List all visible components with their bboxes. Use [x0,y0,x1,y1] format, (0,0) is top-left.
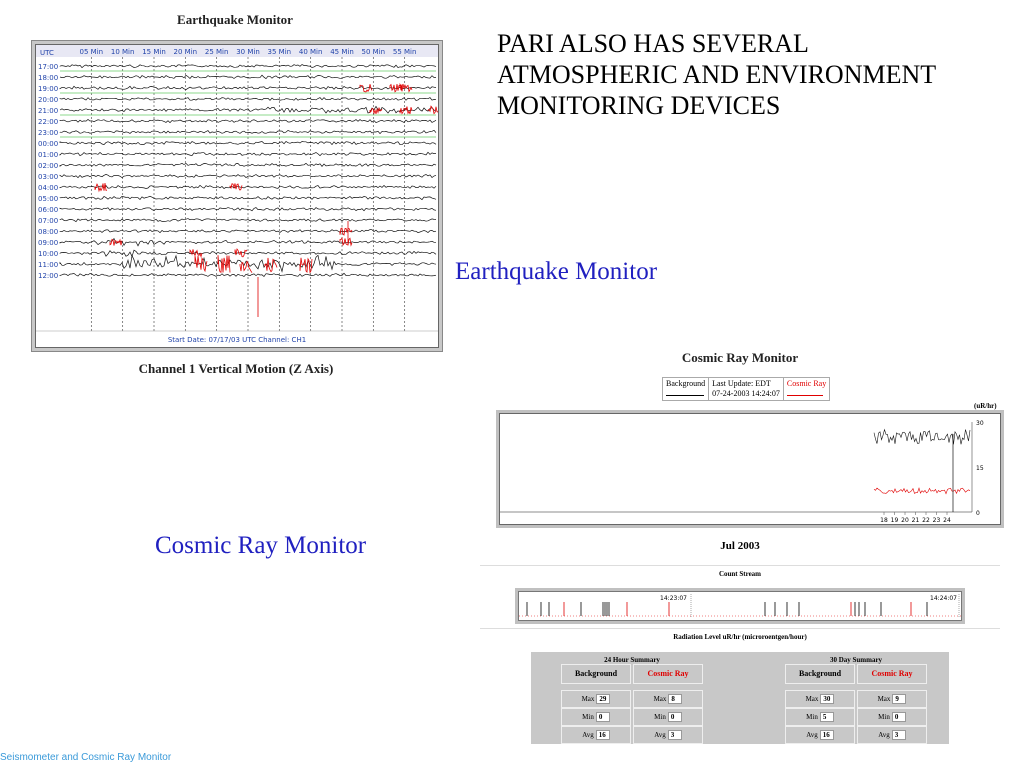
seismic-event-red [400,107,412,115]
cell: Min 0 [633,708,703,726]
cell: Min 5 [785,708,855,726]
start-info: Start Date: 07/17/03 UTC Channel: CH1 [167,336,307,344]
minute-tick-label: 20 Min [173,48,198,56]
background-header: Background [785,664,855,684]
background-series [874,430,970,445]
hour-label: 23:00 [38,129,59,137]
hour-label: 08:00 [38,228,59,236]
page-heading: PARI ALSO HAS SEVERAL ATMOSPHERIC AND ENVIRONMENT MONITORING DEVICES [497,29,936,120]
hour-label: 21:00 [38,107,59,115]
summary-title: 24 Hour Summary [604,656,660,664]
hour-label: 19:00 [38,85,59,93]
hour-label: 09:00 [38,239,59,247]
seismic-trace [60,196,436,199]
seismic-event-red [190,249,202,256]
hour-label: 05:00 [38,195,59,203]
divider [480,628,1000,629]
hour-label: 04:00 [38,184,59,192]
earthquake-monitor-label: Earthquake Monitor [455,258,658,285]
cosmic-rate-chart [496,410,1004,528]
x-tick-label: 24 [943,517,951,524]
x-tick-label: 19 [890,517,899,524]
x-tick-label: 23 [932,517,941,524]
x-tick-label: 18 [880,517,888,524]
minute-tick-label: 30 Min [236,48,260,56]
cell: Min 0 [857,708,927,726]
cosmic-ray-monitor-label: Cosmic Ray Monitor [155,532,367,559]
legend-background: Background [663,378,709,400]
hour-label: 20:00 [38,96,59,104]
y-tick-label: 15 [976,465,984,472]
cell: Avg 3 [633,726,703,744]
footer-text: Seismometer and Cosmic Ray Monitor [0,752,172,763]
minute-tick-label: 55 Min [392,48,417,56]
cell: Avg 16 [785,726,855,744]
radiation-level-label: Radiation Level uR/hr (microroentgen/hour) [673,633,807,641]
earthquake-caption: Channel 1 Vertical Motion (Z Axis) [138,361,334,376]
minute-tick-label: 05 Min [79,48,104,56]
summary-24-hour [539,652,725,744]
hour-label: 11:00 [38,261,59,269]
cosmic-figure-title: Cosmic Ray Monitor [681,350,799,365]
legend-cosmic: Cosmic Ray [784,378,829,400]
minute-tick-label: 25 Min [204,48,229,56]
count-stream-svg [519,592,961,620]
seismic-trace [60,65,436,68]
seismic-event-red [370,108,382,114]
hour-label: 22:00 [38,118,59,126]
minute-tick-label: 15 Min [142,48,166,56]
seismogram-plot [35,44,439,348]
cell: Max 30 [785,690,855,708]
count-stream-chart [515,588,965,624]
seismic-event-red [428,106,438,113]
divider [480,565,1000,566]
summary-tables [531,652,949,744]
hour-label: 12:00 [38,272,59,280]
utc-label: UTC [40,49,54,57]
cosmic-month-label: Jul 2003 [720,540,760,552]
minute-tick-label: 10 Min [110,48,135,56]
legend-last-update: Last Update: EDT 07-24-2003 14:24:07 [709,378,784,400]
count-time-label: 14:24:07 [930,595,957,602]
count-time-label: 14:23:07 [660,595,687,602]
cosmic-header: Cosmic Ray [857,664,927,684]
y-tick-label: 30 [976,420,984,427]
summary-30-day [763,652,949,744]
count-stream-label: Count Stream [718,570,762,578]
y-tick-label: 0 [976,510,980,517]
hour-label: 00:00 [38,140,59,148]
minute-tick-label: 40 Min [298,48,323,56]
x-tick-label: 22 [922,517,930,524]
cell: Max 9 [857,690,927,708]
cell: Max 8 [633,690,703,708]
cosmic-plot-area [499,413,1001,525]
summary-title: 30 Day Summary [829,656,883,664]
seismic-event-red [240,261,252,272]
cosmic-rate-svg [500,414,1000,524]
seismic-trace [60,230,436,233]
hour-label: 01:00 [38,151,59,159]
cell: Min 0 [561,708,631,726]
hour-label: 10:00 [38,250,59,258]
background-header: Background [561,664,631,684]
hour-label: 18:00 [38,74,59,82]
cosmic-legend [662,377,830,401]
x-tick-label: 21 [911,517,920,524]
seismic-event-red [218,255,230,272]
cosmic-unit-label: (uR/hr) [974,402,997,410]
hour-label: 02:00 [38,162,59,170]
hour-label: 17:00 [38,63,59,71]
count-stream-area [518,591,962,621]
cell: Avg 16 [561,726,631,744]
earthquake-figure-title: Earthquake Monitor [177,12,293,27]
minute-tick-label: 35 Min [267,48,292,56]
seismic-trace [60,250,436,256]
seismogram-svg [36,45,438,347]
cell: Max 29 [561,690,631,708]
minute-tick-label: 50 Min [361,48,386,56]
cosmic-series [874,488,970,494]
hour-label: 07:00 [38,217,59,225]
hour-label: 03:00 [38,173,59,181]
cosmic-header: Cosmic Ray [633,664,703,684]
x-tick-label: 20 [901,517,909,524]
minute-tick-label: 45 Min [330,48,354,56]
hour-label: 06:00 [38,206,59,214]
cell: Avg 3 [857,726,927,744]
seismic-event-red [95,183,107,191]
earthquake-seismogram [31,40,443,352]
